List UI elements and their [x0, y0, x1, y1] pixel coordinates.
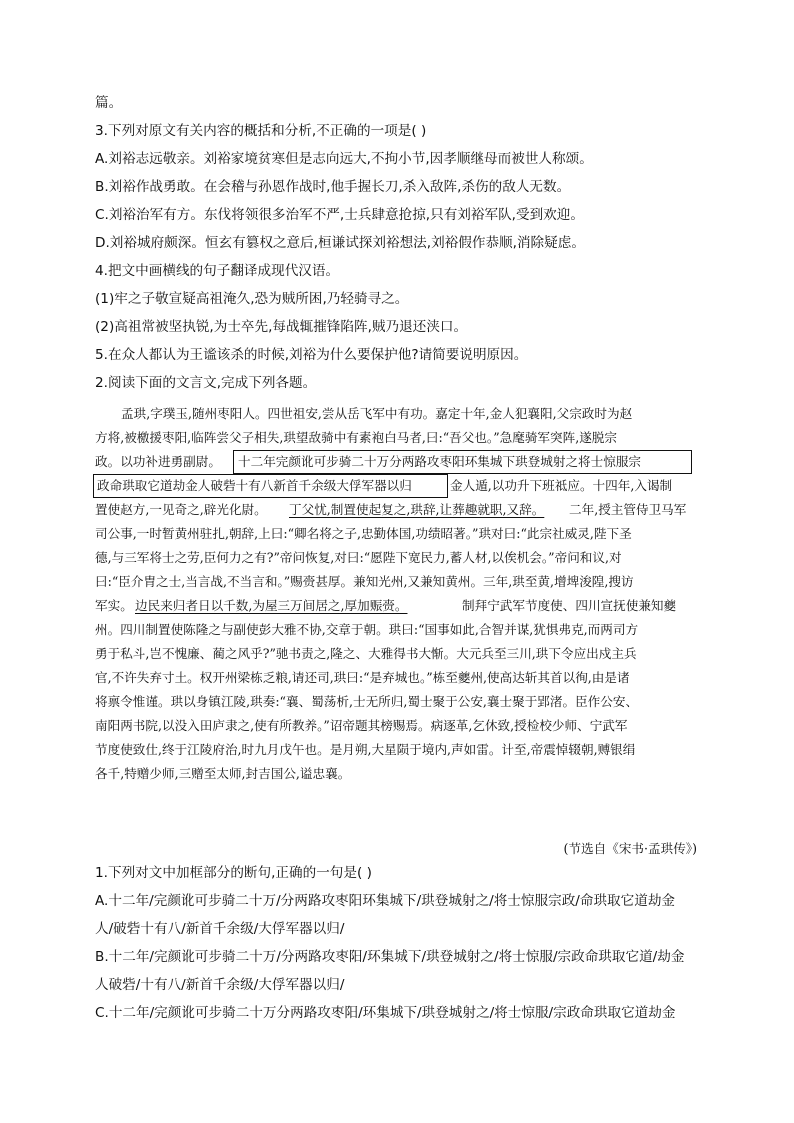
passage-line: 将禀令惟谨。珙以身镇江陵,珙奏:“襄、蜀荡析,士无所归,蜀士聚于公安,襄士聚于郢渚。臣作公安、 [95, 694, 639, 709]
passage-line: 南阳两书院,以没入田庐隶之,使有所教养。”诏帝题其榜赐焉。病逐革,乞休致,授检校少师、宁武军 [95, 718, 628, 733]
question-3-option-b: B.刘裕作战勇敢。在会稽与孙恩作战时,他手握长刀,杀入敌阵,杀伤的敌人无数。 [95, 179, 571, 195]
question-4-item-2: (2)高祖常被坚执锐,为士卒先,每战辄摧锋陷阵,贼乃退还浃口。 [95, 319, 468, 335]
question-3-stem: 3.下列对原文有关内容的概括和分析,不正确的一项是( ) [95, 123, 427, 139]
question-1-option-a: A.十二年/完颜讹可步骑二十万/分两路攻枣阳环集城下/珙登城射之/将士惊服宗政/命珙取它道劫金 [95, 893, 676, 909]
underlined-sentence-2: 边民来归者日以千数,为屋三万间居之,厚加赈赍。 [135, 598, 408, 613]
passage-line: 各千,特赠少师,三赠至太师,封吉国公,谥忠襄。 [95, 766, 351, 781]
passage-source: (节选自《宋书·孟珙传》) [563, 841, 697, 856]
boxed-segment-line-2: 政命珙取它道劫金人破砦十有八新首千余级大俘军器以归 [97, 478, 412, 493]
passage-line: 司公事,一时暂黄州驻扎,朝辞,上曰:“卿名将之子,忠勤体国,功绩昭著。”珙对曰:“此宗社威灵,陛下圣 [95, 526, 632, 541]
boxed-segment-line-1: 十二年完颜讹可步骑二十万分两路攻枣阳环集城下珙登城射之将士惊服宗 [238, 454, 641, 469]
passage-line: 二年,授主管侍卫马军 [569, 502, 687, 517]
question-1-stem: 1.下列对文中加框部分的断句,正确的一句是( ) [95, 865, 372, 881]
text-line: 篇。 [95, 95, 123, 111]
question-1-option-a-cont: 人/破砦十有八/新首千余级/大俘军器以归/ [95, 921, 345, 937]
question-3-option-a: A.刘裕志远敬亲。刘裕家境贫寒但是志向远大,不拘小节,因孝顺继母而被世人称颂。 [95, 151, 593, 167]
question-1-option-c: C.十二年/完颜讹可步骑二十万分两路攻枣阳/环集城下/珙登城射之/将士惊服/宗政命珙取它道劫金 [95, 1005, 676, 1021]
passage-line: 方将,被檄援枣阳,临阵尝父子相失,珙望敌骑中有素袍白马者,曰:“吾父也。”急麾骑军突阵,遂脱宗 [95, 430, 617, 445]
question-1-option-b: B.十二年/完颜讹可步骑二十万/分两路攻枣阳/环集城下/珙登城射之/将士惊服/宗政命珙取它道/劫金 [95, 949, 685, 965]
passage-line: 曰:“臣介胄之士,当言战,不当言和。”赐赍甚厚。兼知光州,又兼知黄州。三年,珙至黄,增埤浚隍,搜访 [95, 574, 634, 589]
question-3-option-c: C.刘裕治军有方。东伐将领很多治军不严,士兵肆意抢掠,只有刘裕军队,受到欢迎。 [95, 207, 584, 223]
question-5-stem: 5.在众人都认为王谧该杀的时候,刘裕为什么要保护他?请简要说明原因。 [95, 347, 528, 363]
passage-line: 勇于私斗,岂不愧廉、蔺之风乎?”驰书责之,隆之、大雅得书大惭。大元兵至三川,珙下令应出戍主兵 [95, 646, 637, 661]
question-3-option-d: D.刘裕城府颇深。恒玄有篡权之意后,桓谦试探刘裕想法,刘裕假作恭顺,消除疑虑。 [95, 235, 585, 251]
passage-line: 置使赵方,一见奇之,辟光化尉。 [95, 502, 267, 517]
passage-line: 金人遁,以功升下班祗应。十四年,入谒制 [450, 478, 673, 493]
passage-line: 官,不许失弃寸土。权开州梁栋乏粮,请还司,珙曰:“是弃城也。”栋至夔州,使高达斩其首以徇,由是诸 [95, 670, 630, 685]
passage-line: 政。以功补进勇副尉。 [95, 454, 221, 469]
passage-line: 孟珙,字璞玉,随州枣阳人。四世祖安,尝从岳飞军中有功。嘉定十年,金人犯襄阳,父宗政时为赵 [121, 406, 633, 421]
question-1-option-b-cont: 人破砦/十有八/新首千余级/大俘军器以归/ [95, 977, 345, 993]
passage-line: 制拜宁武军节度使、四川宣抚使兼知夔 [462, 598, 677, 613]
underlined-sentence-1: 丁父忧,制置使起复之,珙辞,让葬趣就职,又辞。 [289, 502, 545, 517]
question-4-item-1: (1)牢之子敬宣疑高祖淹久,恐为贼所困,乃轻骑寻之。 [95, 291, 409, 307]
passage-line: 节度使致仕,终于江陵府治,时九月戊午也。是月朔,大星陨于境内,声如雷。计至,帝震悼辍朝,赙银绢 [95, 742, 636, 757]
passage-line: 德,与三军将士之劳,臣何力之有?”帝问恢复,对曰:“愿陛下宽民力,蓄人材,以俟机会。”帝问和议,对 [95, 550, 622, 565]
section-2-heading: 2.阅读下面的文言文,完成下列各题。 [95, 375, 317, 391]
passage-line: 军实。 [95, 598, 133, 613]
question-4-stem: 4.把文中画横线的句子翻译成现代汉语。 [95, 263, 340, 279]
passage-line: 州。四川制置使陈隆之与副使彭大雅不协,交章于朝。珙曰:“国事如此,合智并谋,犹惧弗克,而两司方 [95, 622, 639, 637]
